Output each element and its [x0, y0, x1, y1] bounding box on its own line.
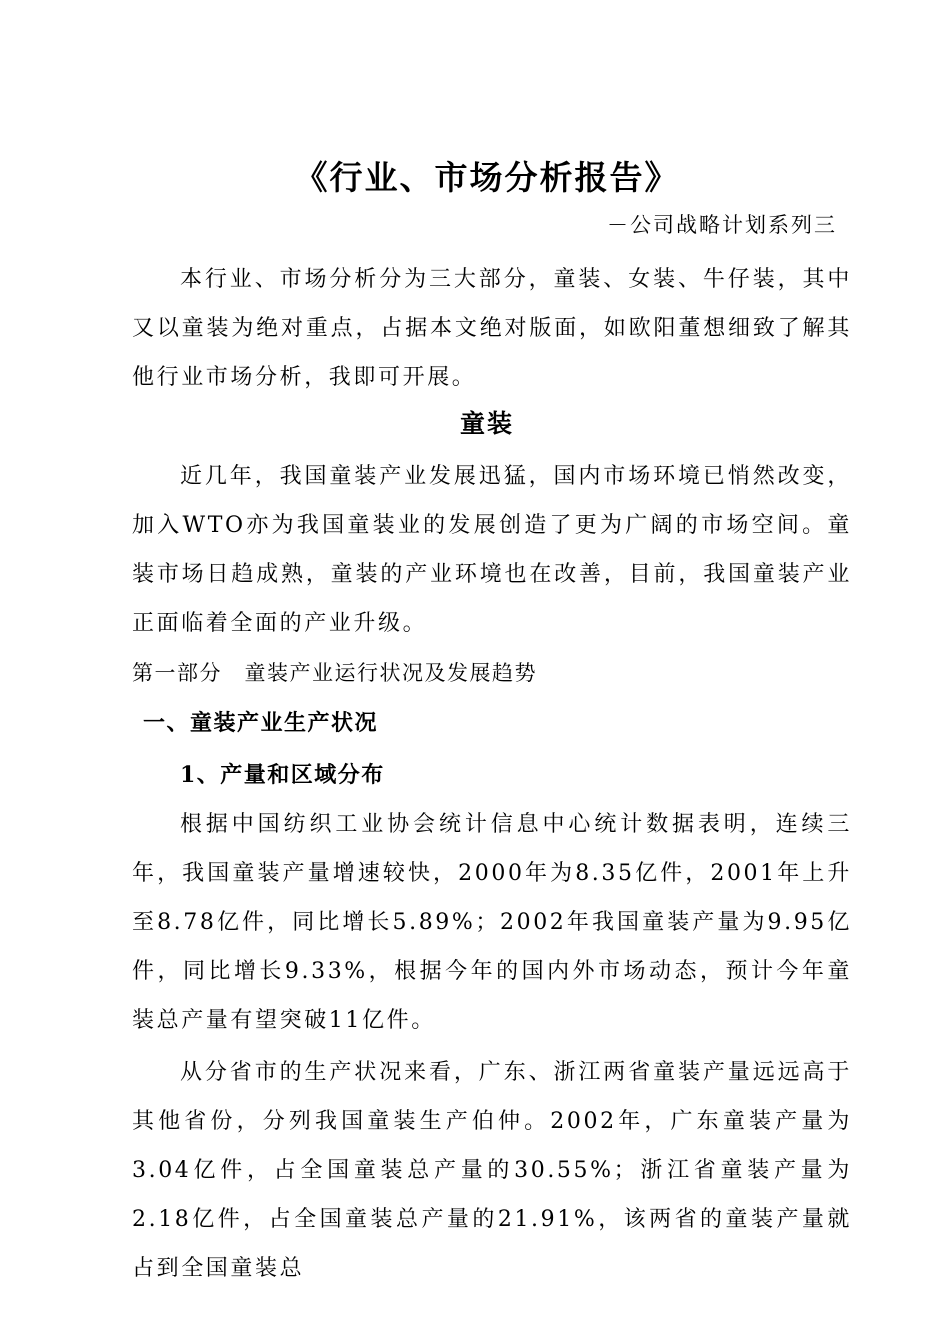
section-title: 童装 [459, 409, 514, 438]
section-intro-paragraph: 近几年，我国童装产业发展迅猛，国内市场环境已悄然改变，加入WTO亦为我国童装业的发展创造了更为广阔的市场空间。童装市场日趋成熟，童装的产业环境也在改善，目前，我国童装产业正面临着全面的产业升级。 [132, 464, 852, 636]
intro-paragraph: 本行业、市场分析分为三大部分，童装、女装、牛仔装，其中又以童装为绝对重点，占据本文绝对版面，如欧阳董想细致了解其他行业市场分析，我即可开展。 [132, 267, 852, 390]
heading-level-2: 1、产量和区域分布 [180, 762, 385, 788]
body-paragraph: 根据中国纺织工业协会统计信息中心统计数据表明，连续三年，我国童装产量增速较快，2000年为8.35亿件，2001年上升至8.78亿件，同比增长5.89%；2002年我国童装产量为9.95亿件，同比增长9.33%，根据今年的国内外市场动态，预计今年童装总产量有望突破11亿件。 [132, 812, 852, 1033]
body-paragraph: 从分省市的生产状况来看，广东、浙江两省童装产量远远高于其他省份，分列我国童装生产伯仲。2002年，广东童装产量为3.04亿件，占全国童装总产量的30.55%；浙江省童装产量为2.18亿件，占全国童装总产量的21.91%，该两省的童装产量就占到全国童装总 [132, 1060, 852, 1281]
document-subtitle: －公司战略计划系列三 [607, 213, 837, 237]
part-label: 第一部分 童装产业运行状况及发展趋势 [132, 661, 537, 685]
document-title: 《行业、市场分析报告》 [294, 158, 680, 197]
heading-level-1: 一、童装产业生产状况 [143, 710, 379, 736]
